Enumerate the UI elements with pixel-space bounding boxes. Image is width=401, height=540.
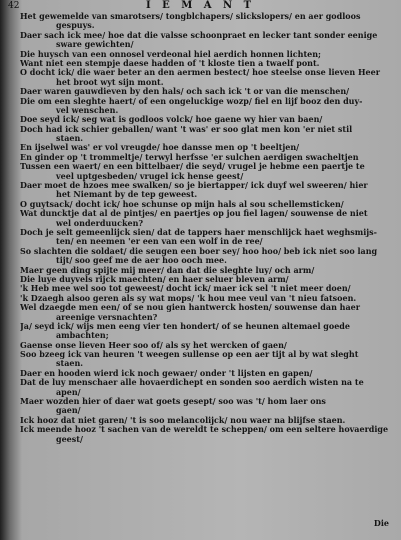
text-line: Daer waren gauwdieven by den hals/ och sach ick 't or van die menschen/ [20, 87, 350, 97]
text-line: Het gewemelde van smarotsers/ tongblchapers/ slickslopers/ en aer godloos [20, 12, 361, 21]
text-line: Maer geen ding spijte mij meer/ dan dat die sleghte luy/ och arm/ [20, 265, 315, 275]
text-line: gaen/ [56, 406, 81, 416]
text-line: Soo bzeeg ick van heuren 't weegen sullense op een aer tijt al by wat sleght [20, 350, 359, 360]
text-line: wel onderduucken? [56, 218, 144, 228]
text-line: Die om een sleghte haert/ of een ongeluckige wozp/ fiel en lijf booz den duy- [20, 96, 363, 106]
text-line: Daer moet de hzoes mee swalken/ so je biertapper/ ick duyf wel sweeren/ hier [20, 181, 368, 191]
text-line: het Niemant by de tep geweest. [56, 190, 198, 200]
catchword: Die [373, 518, 389, 528]
text-line: Ja/ seyd ick/ wijs men eeng vier ten hondert/ of se heunen altemael goede [20, 321, 350, 331]
text-line: ten/ en neemen 'er een van een wolf in de ree/ [56, 237, 263, 247]
text-line: gespuys. [56, 21, 95, 31]
text-line: 'k Heb mee wel soo tot geweest/ docht ick/ maer ick sel 't niet meer doen/ [20, 284, 351, 294]
text-line: Wel dzaegde men een/ of se nou gien hantwerck hosten/ souwense dan haer [20, 303, 360, 313]
text-line: geest/ [56, 434, 83, 444]
text-line: En ginder op 't trommeltje/ terwyl herfsse 'er sulchen aerdigen swacheltjen [20, 152, 359, 162]
text-line: Dat de luy menschaer alle hovaerdichept en sonden soo aerdich wisten na te [20, 378, 364, 388]
text-line: Daer en hooden wierd ick noch gewaer/ onder 't lijsten en gapen/ [20, 368, 313, 378]
text-line: En ijselwel was' er vol vreugde/ hoe dansse men op 't beeltjen/ [20, 143, 300, 153]
text-line: het broot wyt sijn mont. [56, 77, 164, 87]
text-line: apen/ [56, 387, 81, 397]
text-line: Doe seyd ick/ seg wat is godloos volck/ hoe gaene wy hier van baen/ [20, 115, 323, 125]
page-number: 42 [8, 1, 20, 11]
text-line: Die huysch van een onnosel verdeonal hiel aerdich honnen lichten; [20, 49, 322, 59]
text-line: areenige versnachten? [56, 312, 158, 322]
text-line: 'k Dzaegh alsoo geren als sy wat mops/ 'k hou mee veul van 't nieu fatsoen. [20, 293, 357, 303]
text-line: staen. [56, 359, 84, 369]
text-line: Doch je selt gemeenlijck sien/ dat de tappers haer menschlijck haet weghsmijs- [20, 227, 377, 237]
text-line: tijt/ soo geef me de aer hoo ooch mee. [56, 256, 227, 266]
text-line: Want niet een stempje daese hadden of 't kloste tien a twaelf pont. [20, 58, 320, 68]
text-line: Wat duncktje dat al de pintjes/ en paertjes op jou fiel lagen/ souwense de niet [20, 209, 368, 219]
text-line: vel wenschen. [56, 105, 119, 115]
text-line: Die luye duyvels rijck maechten/ en haer seluer bleven arm/ [20, 274, 289, 284]
text-line: sware gewichten/ [56, 40, 134, 50]
text-line: veel uptgesbeden/ vrugel ick hense geest/ [56, 171, 244, 181]
text-line: O docht ick/ die waer beter an den aermen bestect/ hoe steelse onse lieven Heer [20, 68, 380, 78]
text-line: Ick hooz dat niet garen/ 't is soo melancolijck/ nou waer na blijfse staen. [20, 415, 346, 425]
text-line: Daer sach ick mee/ hoe dat die valsse schoonpraet en lecker tant sonder eenige [20, 30, 378, 40]
text-line: ambachten; [56, 331, 109, 341]
text-block [20, 12, 392, 444]
text-line: Maer wozden hier of daer wat goets gesept/ soo was 't/ hom laer ons [20, 397, 326, 407]
text-line: Tussen een waert/ en een bittelbaer/ die seyd/ vrugel je hebme een paertje te [20, 162, 365, 172]
page-header [0, 0, 401, 12]
text-line: Doch had ick schier geballen/ want 't was' er soo glat men kon 'er niet stil [20, 124, 353, 134]
text-line: Ick meende hooz 't sachen van de wereldt te scheppen/ om een seltere hovaerdige [20, 425, 389, 435]
running-head: I E M A N T [145, 0, 256, 11]
text-line: O guytsack/ docht ick/ hoe schunse op mijn hals al sou schellemsticken/ [20, 199, 344, 209]
text-line: So slachten die soldaet/ die seugen een boer sey/ hoo hoo/ beb ick niet soo lang [20, 246, 378, 256]
text-line: staen. [56, 134, 84, 144]
text-line: Gaense onse lieven Heer soo of/ als sy het wercken of gaen/ [20, 340, 287, 350]
